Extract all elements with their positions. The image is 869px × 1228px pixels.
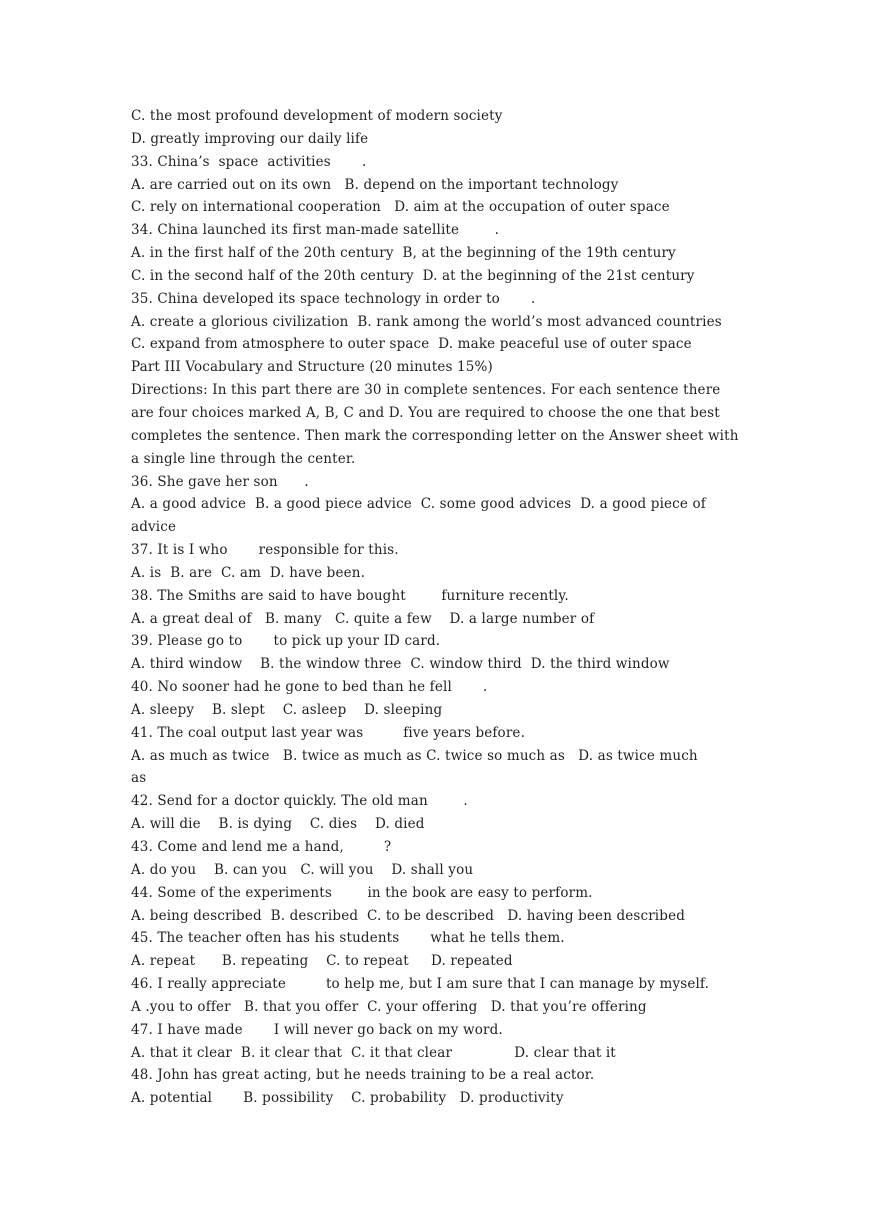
question-36: 36. She gave her son . bbox=[131, 473, 309, 490]
question-40: 40. No sooner had he gone to bed than he fell . bbox=[131, 679, 488, 696]
question-37: 37. It is I who responsible for this. bbox=[131, 542, 399, 559]
directions-text: are four choices marked A, B, C and D. You are required to choose the one that best bbox=[131, 404, 720, 421]
section-heading: Part III Vocabulary and Structure (20 minutes 15%) bbox=[131, 359, 493, 376]
question-39-options: A. third window B. the window three C. window third D. the third window bbox=[131, 656, 670, 673]
question-47: 47. I have made I will never go back on my word. bbox=[131, 1021, 503, 1038]
question-48-options: A. potential B. possibility C. probability D. productivity bbox=[131, 1090, 564, 1107]
question-34: 34. China launched its first man-made satellite . bbox=[131, 222, 500, 239]
question-41: 41. The coal output last year was five years before. bbox=[131, 724, 526, 741]
text-line: D. greatly improving our daily life bbox=[131, 130, 369, 147]
question-33: 33. China’s space activities . bbox=[131, 153, 367, 170]
question-41-options: A. as much as twice B. twice as much as C. twice so much as D. as twice much bbox=[131, 747, 698, 764]
question-42: 42. Send for a doctor quickly. The old man . bbox=[131, 793, 468, 810]
question-43: 43. Come and lend me a hand, ? bbox=[131, 839, 392, 855]
question-36-options: advice bbox=[131, 519, 177, 536]
question-42-options: A. will die B. is dying C. dies D. died bbox=[131, 816, 425, 833]
question-38-options: A. a great deal of B. many C. quite a few D. a large number of bbox=[131, 610, 595, 627]
question-40-options: A. sleepy B. slept C. asleep D. sleeping bbox=[131, 701, 443, 718]
question-41-options: as bbox=[131, 770, 147, 787]
directions-text: a single line through the center. bbox=[131, 450, 356, 467]
question-47-options: A. that it clear B. it clear that C. it that clear D. clear that it bbox=[131, 1044, 616, 1061]
question-34-options: C. in the second half of the 20th century D. at the beginning of the 21st century bbox=[131, 267, 695, 284]
question-33-options: A. are carried out on its own B. depend on the important technology bbox=[131, 176, 619, 193]
question-45-options: A. repeat B. repeating C. to repeat D. repeated bbox=[131, 953, 513, 970]
directions-text: completes the sentence. Then mark the corresponding letter on the Answer sheet with bbox=[131, 427, 739, 444]
text-line: C. the most profound development of modern society bbox=[131, 108, 503, 124]
question-35-options: C. expand from atmosphere to outer space D. make peaceful use of outer space bbox=[131, 336, 692, 353]
directions-text: Directions: In this part there are 30 in complete sentences. For each sentence there bbox=[131, 382, 721, 399]
question-46-options: A .you to offer B. that you offer C. your offering D. that you’re offering bbox=[131, 998, 647, 1015]
document-page bbox=[131, 105, 741, 1110]
question-43-options: A. do you B. can you C. will you D. shall you bbox=[131, 861, 474, 878]
question-38: 38. The Smiths are said to have bought furniture recently. bbox=[131, 587, 569, 604]
question-44: 44. Some of the experiments in the book are easy to perform. bbox=[131, 884, 593, 901]
question-37-options: A. is B. are C. am D. have been. bbox=[131, 564, 366, 581]
question-35: 35. China developed its space technology in order to . bbox=[131, 290, 536, 307]
question-35-options: A. create a glorious civilization B. rank among the world’s most advanced countries bbox=[131, 313, 722, 330]
question-46: 46. I really appreciate to help me, but I am sure that I can manage by myself. bbox=[131, 976, 710, 993]
question-44-options: A. being described B. described C. to be described D. having been described bbox=[131, 907, 685, 924]
question-48: 48. John has great acting, but he needs training to be a real actor. bbox=[131, 1067, 595, 1084]
question-34-options: A. in the first half of the 20th century B, at the beginning of the 19th century bbox=[131, 245, 676, 262]
question-33-options: C. rely on international cooperation D. aim at the occupation of outer space bbox=[131, 199, 670, 216]
question-36-options: A. a good advice B. a good piece advice C. some good advices D. a good piece of bbox=[131, 496, 706, 513]
question-39: 39. Please go to to pick up your ID card. bbox=[131, 633, 441, 650]
question-45: 45. The teacher often has his students what he tells them. bbox=[131, 930, 565, 947]
